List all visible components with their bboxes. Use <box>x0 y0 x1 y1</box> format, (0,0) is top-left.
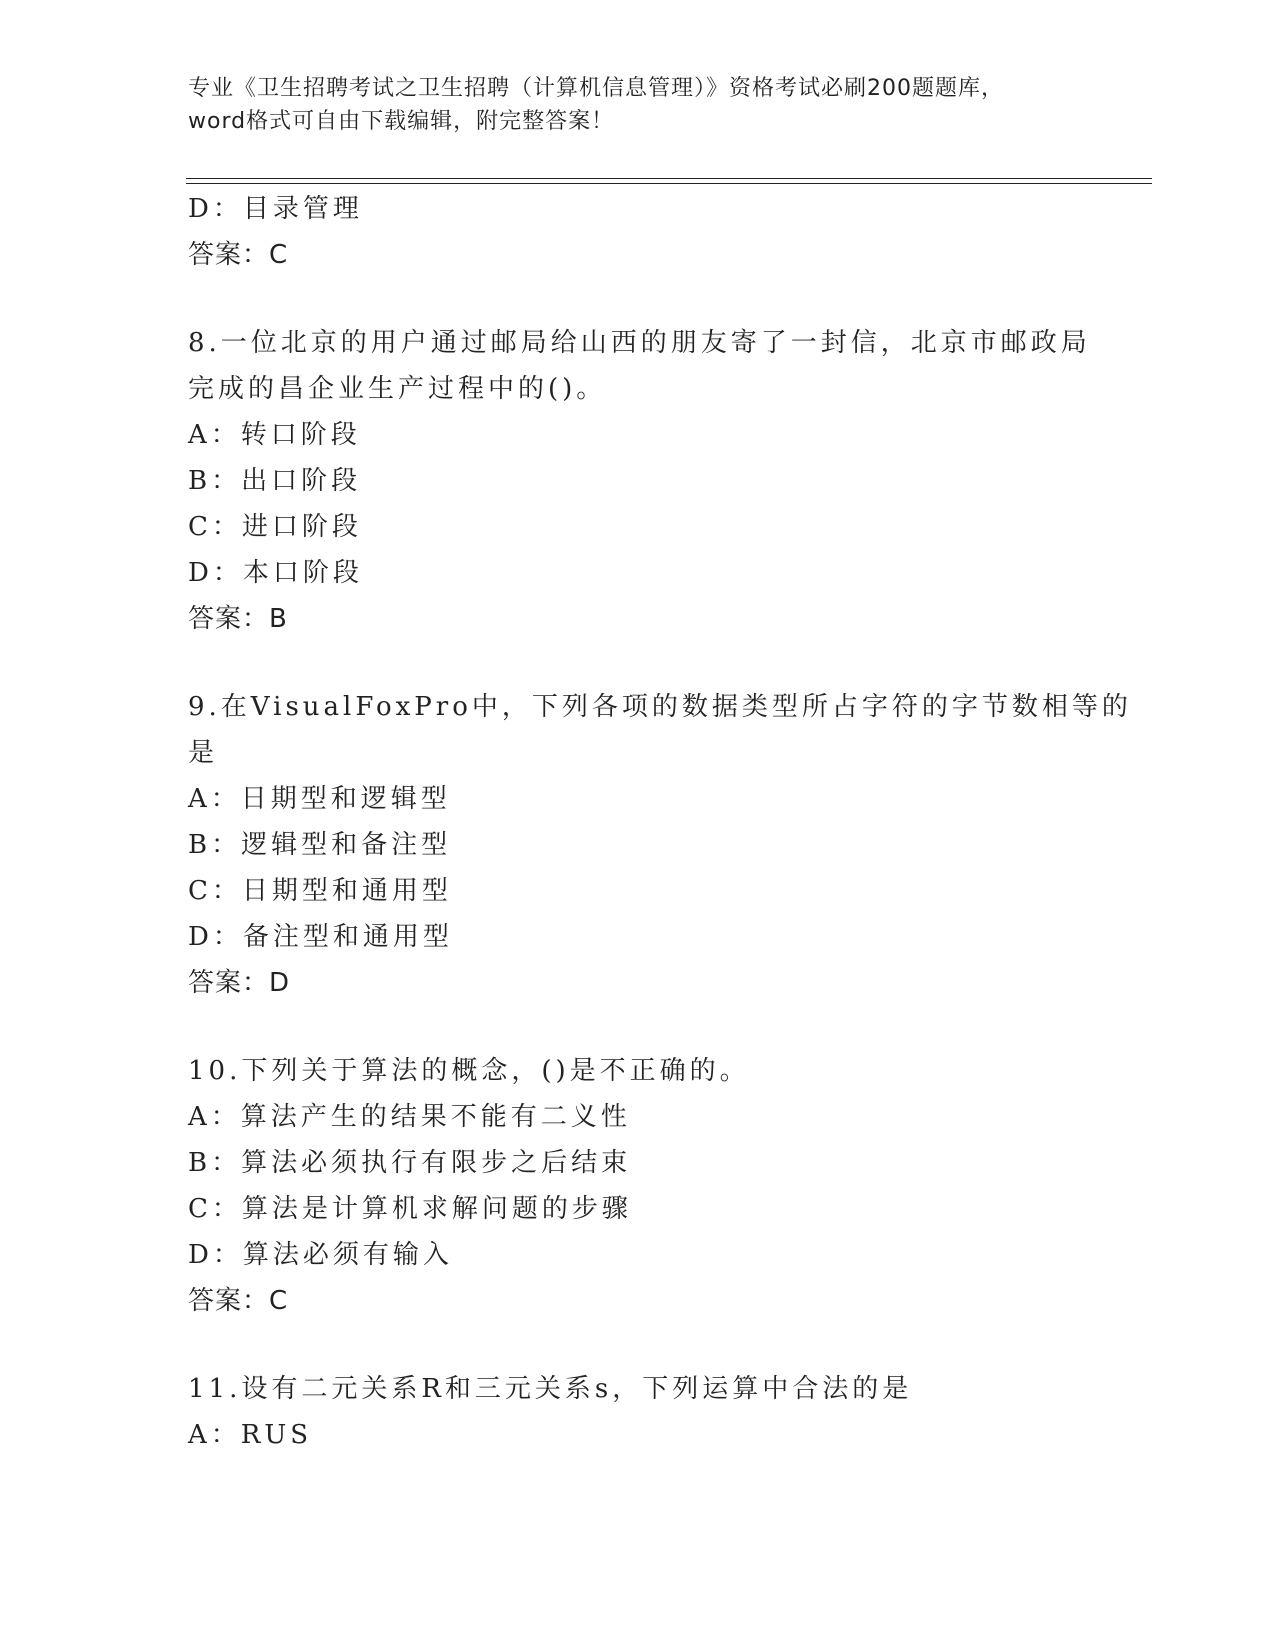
question-stem-continued: 完成的昌企业生产过程中的()。 <box>188 374 607 404</box>
spacer <box>188 1324 1088 1366</box>
spacer <box>188 1006 1088 1048</box>
option-b: B：出口阶段 <box>188 466 362 496</box>
answer-label: 答案：C <box>188 1286 289 1316</box>
option-d: D：目录管理 <box>188 194 363 224</box>
option-a: A：转口阶段 <box>188 420 361 450</box>
option-c: C：日期型和通用型 <box>188 876 452 906</box>
question-11 <box>188 1366 1088 1458</box>
header-title-line-1: 专业《卫生招聘考试之卫生招聘（计算机信息管理）》资格考试必刷200题题库， <box>188 76 1004 101</box>
header-title-line-2: word格式可自由下载编辑，附完整答案！ <box>188 109 615 134</box>
question-stem: 10.下列关于算法的概念，()是不正确的。 <box>188 1056 750 1086</box>
header-divider-top <box>186 178 1152 179</box>
option-d: D：算法必须有输入 <box>188 1240 453 1270</box>
answer-label: 答案：C <box>188 240 289 270</box>
spacer <box>188 278 1088 320</box>
option-c: C：进口阶段 <box>188 512 362 542</box>
document-header <box>188 72 1088 138</box>
question-stem-continued: 是 <box>188 738 219 768</box>
question-stem: 8.一位北京的用户通过邮局给山西的朋友寄了一封信，北京市邮政局 <box>188 328 1091 358</box>
option-c: C：算法是计算机求解问题的步骤 <box>188 1194 632 1224</box>
option-a: A：日期型和逻辑型 <box>188 784 451 814</box>
option-b: B：算法必须执行有限步之后结束 <box>188 1148 632 1178</box>
question-10 <box>188 1048 1088 1324</box>
option-d: D：本口阶段 <box>188 558 363 588</box>
answer-label: 答案：D <box>188 968 291 998</box>
question-stem: 9.在VisualFoxPro中，下列各项的数据类型所占字符的字节数相等的 <box>188 692 1132 722</box>
option-d: D：备注型和通用型 <box>188 922 453 952</box>
option-a: A：RUS <box>188 1420 313 1450</box>
spacer <box>188 642 1088 684</box>
option-b: B：逻辑型和备注型 <box>188 830 452 860</box>
question-8 <box>188 320 1091 642</box>
option-a: A：算法产生的结果不能有二义性 <box>188 1102 631 1132</box>
header-divider-bottom <box>186 183 1152 184</box>
question-stem: 11.设有二元关系R和三元关系s，下列运算中合法的是 <box>188 1374 913 1404</box>
question-list <box>188 186 1132 1458</box>
answer-label: 答案：B <box>188 604 288 634</box>
question-7-fragment <box>188 186 1088 278</box>
question-9 <box>188 684 1132 1006</box>
